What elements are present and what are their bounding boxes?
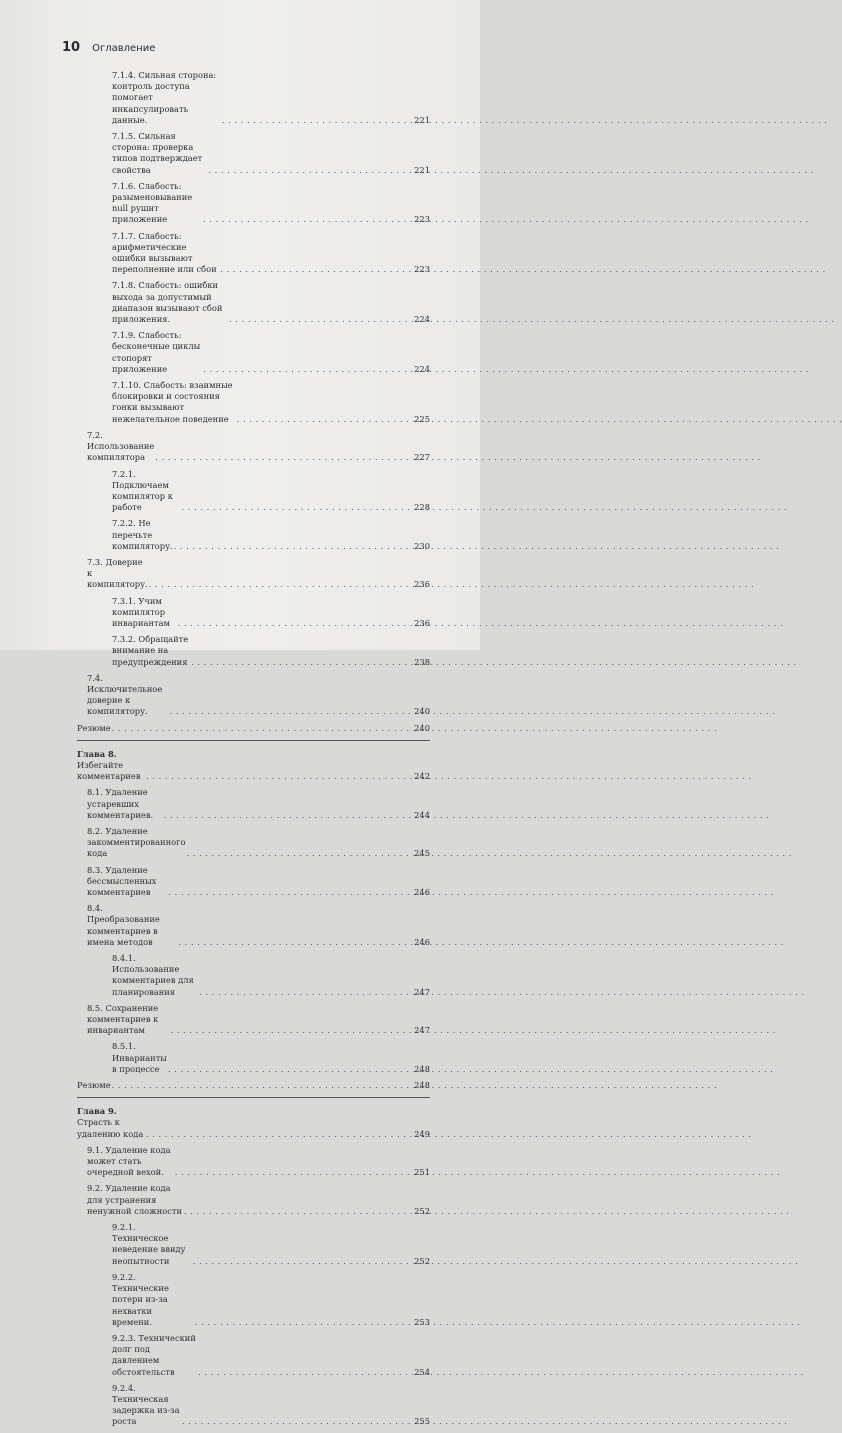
leader-dots [175, 1167, 413, 1178]
divider [77, 740, 430, 741]
toc-page-number: 224 [414, 314, 430, 325]
toc-entry [77, 469, 430, 514]
toc-page-number: 249 [414, 1128, 430, 1139]
toc-entry-title: 9.2.3. Технический долг под давлением обстоятельств [112, 1332, 196, 1377]
leader-dots [184, 1206, 413, 1217]
toc-entry [77, 673, 430, 718]
toc-page-number: 227 [414, 452, 430, 463]
toc-entry-title: 9.2.1. Техническое неведение ввиду неопытности [112, 1222, 186, 1266]
toc-entry-title: 7.3.2. Обращайте внимание на предупреждения [112, 634, 189, 667]
toc-page-number: 224 [414, 363, 430, 374]
toc-page-number: 244 [414, 809, 430, 820]
chapter-title: Страсть к удалению кода [77, 1117, 144, 1139]
toc-entry [77, 1333, 430, 1378]
toc-entry-title: 8.3. Удаление бессмысленных комментариев [87, 864, 157, 897]
toc-entry [77, 518, 430, 552]
leader-dots [168, 1064, 413, 1075]
toc-page-number: 238 [414, 656, 430, 667]
toc-entry [77, 903, 430, 948]
toc-entry-title: 7.1.7. Слабость: арифметические ошибки вызывают переполнение или сбои [112, 230, 217, 275]
toc-entry [77, 1145, 430, 1179]
running-title: Оглавление [92, 43, 156, 54]
toc-entry [77, 280, 430, 325]
toc-entry [77, 953, 430, 998]
toc-entry-title: 7.1.8. Слабость: ошибки выхода за допустимый диапазон вызывают сбой приложения. [112, 280, 223, 325]
toc-page-number: 223 [414, 264, 430, 275]
toc-entry [77, 634, 430, 668]
toc-entry-title: 7.1.9. Слабость: бесконечные циклы стопорят приложение [112, 330, 201, 374]
toc-entry-title: 7.1.6. Слабость: разыменовывание null рушит приложение [112, 180, 193, 225]
toc-entry-title: 8.2. Удаление закомментированного кода [87, 825, 186, 859]
leader-dots [112, 723, 414, 734]
toc-page-number: 247 [414, 986, 430, 997]
leader-dots [146, 1129, 413, 1140]
toc-page-number: 245 [414, 848, 430, 859]
toc-entry-title: 7.3. Доверие к компилятору. [87, 556, 148, 590]
leader-dots [220, 264, 413, 275]
leader-dots [164, 810, 413, 821]
toc-entry-title: 7.1.5. Сильная сторона: проверка типов подтверждает свойства [112, 131, 203, 175]
toc-chapter-9 [77, 1106, 430, 1140]
toc-entry-title: 8.1. Удаление устаревших комментариев. [87, 787, 154, 820]
leader-dots [146, 771, 413, 782]
toc-entry [77, 1222, 430, 1267]
toc-entry [77, 330, 430, 375]
toc-entry [77, 557, 430, 591]
toc-page-number: 223 [414, 214, 430, 225]
toc-entry [77, 826, 430, 860]
toc-entry [77, 231, 430, 276]
leader-dots [191, 657, 413, 668]
toc-page-number: 251 [414, 1167, 430, 1178]
leader-dots [222, 115, 413, 126]
toc-entry-title: 9.2.2. Технические потери из-за нехватки времени. [112, 1271, 169, 1327]
toc-entry-title: 8.4.1. Использование комментариев для планирования [112, 953, 194, 997]
leader-dots [199, 987, 413, 998]
toc-page-number: 221 [414, 114, 430, 125]
toc-page-number: 252 [414, 1255, 430, 1266]
toc-page-number: 246 [414, 887, 430, 897]
leader-dots [182, 502, 414, 513]
toc-entry [77, 1183, 430, 1217]
toc-page-number: 242 [414, 771, 430, 782]
leader-dots [170, 1025, 413, 1036]
leader-dots [170, 706, 414, 717]
toc-entry-title: 7.1.4. Сильная сторона: контроль доступа помогает инкапсулировать данные. [112, 70, 217, 125]
chapter-label: Глава 8. [77, 748, 117, 759]
toc-entry-title: 7.3.1. Учим компилятор инвариантам [112, 595, 170, 628]
toc-page-number: 230 [414, 540, 430, 551]
toc-entry-title: 7.2.1. Подключаем компилятор к работе [112, 468, 173, 513]
toc-entry-title: 8.4. Преобразование комментариев в имена методов [87, 903, 160, 947]
leader-dots [168, 887, 413, 898]
toc-entry [77, 723, 430, 734]
toc-entry [77, 131, 430, 176]
toc-section-chapter7 [77, 70, 430, 734]
toc-page-number: 240 [414, 722, 430, 733]
chapter-title: Избегайте комментариев [77, 759, 141, 782]
toc-page-number: 240 [414, 706, 430, 717]
leader-dots [229, 314, 413, 325]
toc-page-number: 253 [414, 1316, 430, 1327]
toc-page-number: 228 [414, 502, 430, 513]
toc-entry [77, 380, 430, 425]
leader-dots [203, 214, 413, 225]
toc-entry-title: 7.1.10. Слабость: взаимные блокировки и состояния гонки вызывают нежелательное поведение [112, 380, 233, 424]
toc-page-number: 221 [414, 164, 430, 175]
toc-entry [77, 430, 430, 464]
toc-entry [77, 70, 430, 126]
toc-entry [77, 596, 430, 630]
toc-page-number: 247 [414, 1025, 430, 1036]
leader-dots [174, 541, 414, 552]
toc-entry-title: 7.4. Исключительное доверие к компилятору. [87, 672, 163, 717]
toc-entry-title: 9.2. Удаление кода для устранения ненужной сложности [87, 1183, 183, 1216]
toc-entry [77, 1080, 430, 1091]
leader-dots [203, 364, 413, 375]
toc-entry [77, 1272, 430, 1328]
divider [77, 1097, 430, 1098]
toc-entry [77, 181, 430, 226]
toc-entry-title: 8.5.1. Инварианты в процессе [112, 1041, 167, 1074]
leader-dots [178, 618, 414, 629]
leader-dots [186, 848, 413, 859]
leader-dots [149, 579, 414, 590]
leader-dots [195, 1317, 413, 1328]
toc-entry-title: 7.2. Использование компилятора [87, 429, 155, 463]
leader-dots [237, 414, 413, 425]
toc-page-number: 248 [414, 1063, 430, 1074]
toc-entry-title: Резюме [77, 722, 111, 733]
toc-entry [77, 1041, 430, 1075]
toc-page-number: 254 [414, 1366, 430, 1377]
toc-page-number: 248 [414, 1080, 430, 1091]
toc-page-number: 246 [414, 936, 430, 947]
toc-entry-title: 7.2.2. Не перечьте компилятору. [112, 518, 173, 551]
toc-entry-title: Резюме [77, 1080, 111, 1091]
toc-page-number: 236 [414, 579, 430, 590]
leader-dots [182, 1416, 413, 1427]
leader-dots [112, 1080, 414, 1091]
chapter-label: Глава 9. [77, 1106, 117, 1117]
toc-entry [77, 787, 430, 821]
toc-page-number: 236 [414, 617, 430, 628]
toc-page-number: 252 [414, 1205, 430, 1216]
toc-entry-title: 9.1. Удаление кода может стать очередной вехой. [87, 1144, 171, 1178]
toc-page-number: 255 [414, 1416, 430, 1427]
page-number: 10 [62, 40, 81, 55]
toc-section-chapter9 [77, 1145, 430, 1428]
toc-page-number: 225 [414, 413, 430, 424]
toc-section-chapter8 [77, 787, 430, 1091]
leader-dots [198, 1367, 413, 1378]
leader-dots [155, 452, 413, 463]
table-of-contents [77, 70, 430, 1433]
toc-entry [77, 1003, 430, 1037]
toc-entry-title: 8.5. Сохранение комментариев к инвариантам [87, 1002, 159, 1036]
toc-entry [77, 865, 430, 899]
toc-entry-title: 9.2.4. Техническая задержка из-за роста [112, 1382, 180, 1427]
toc-chapter-8 [77, 749, 430, 783]
leader-dots [208, 165, 413, 176]
leader-dots [193, 1256, 413, 1267]
toc-entry [77, 1383, 430, 1428]
page-header [62, 40, 155, 60]
leader-dots [178, 937, 413, 948]
